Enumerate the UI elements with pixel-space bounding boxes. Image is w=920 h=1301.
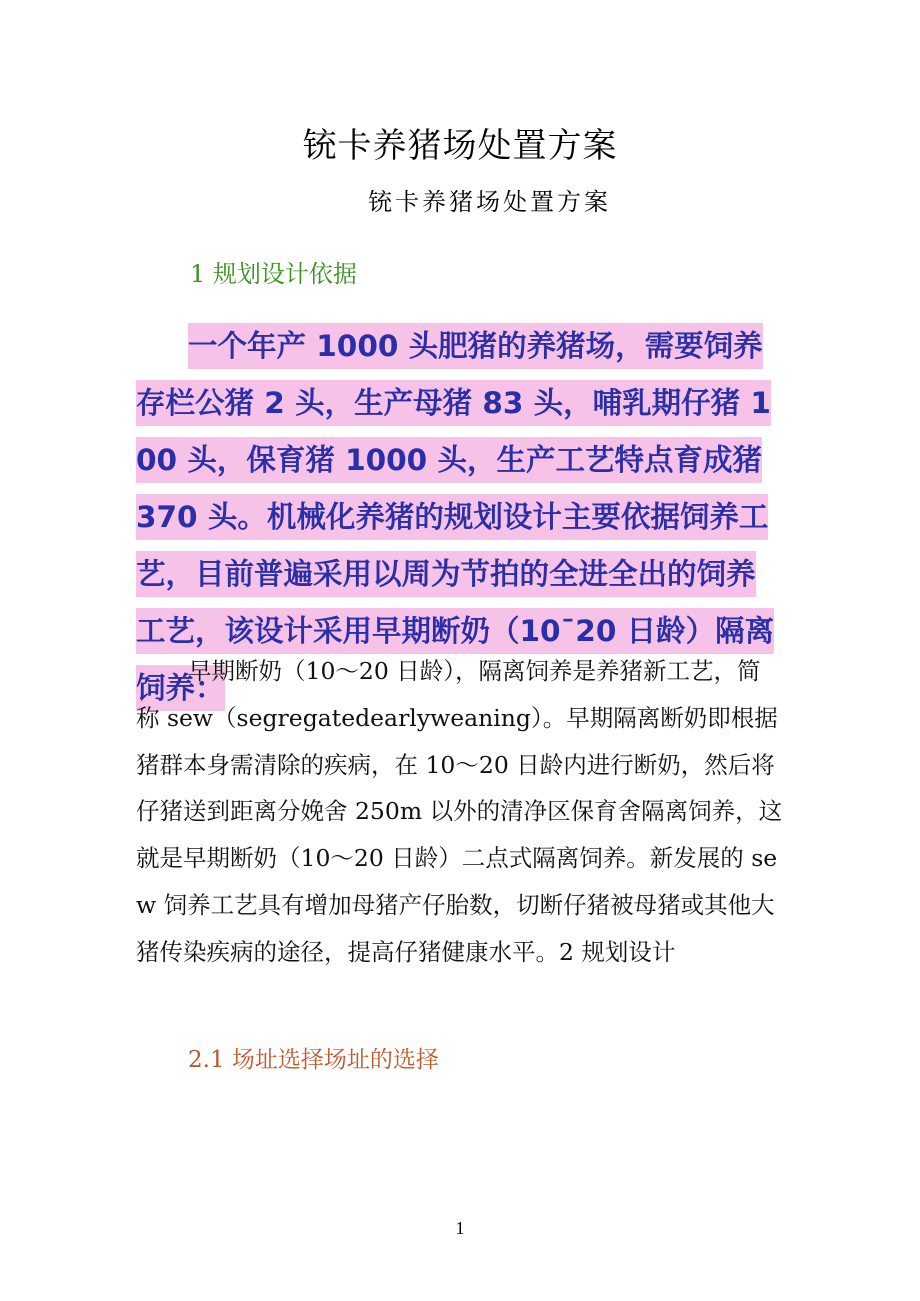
section-heading-1: 1 规划设计依据 (190, 260, 357, 288)
highlighted-text: 一个年产 1000 头肥猪的养猪场，需要饲养存栏公猪 2 头，生产母猪 83 头，哺乳期仔猪 100 头，保育猪 1000 头，生产工艺特点育成猪 370 头。机械化养猪的规划设计主要依据饲养工艺，目前普遍采用以周为节拍的全进全出的饲养工艺，该设计采用早期断奶（10¯20 日龄）隔离饲养： (136, 323, 774, 711)
page-subtitle: 铳卡养猪场处置方案 (368, 188, 611, 216)
body-paragraph: 早期断奶（10～20 日龄），隔离饲养是养猪新工艺，简称 sew（segregatedearlyweaning）。早期隔离断奶即根据猪群本身需清除的疾病，在 10～20 日龄内进行断奶，然后将仔猪送到距离分娩舍 250m 以外的清净区保育舍隔离饲养，这就是早期断奶（10～20 日龄）二点式隔离饲养。新发展的 sew 饲养工艺具有增加母猪产仔胎数，切断仔猪被母猪或其他大猪传染疾病的途径，提高仔猪健康水平。2 规划设计 (136, 657, 783, 966)
page-number: 1 (455, 1218, 465, 1238)
section-heading-2-1: 2.1 场址选择场址的选择 (188, 1047, 439, 1073)
page-title: 铳卡养猪场处置方案 (302, 126, 618, 166)
